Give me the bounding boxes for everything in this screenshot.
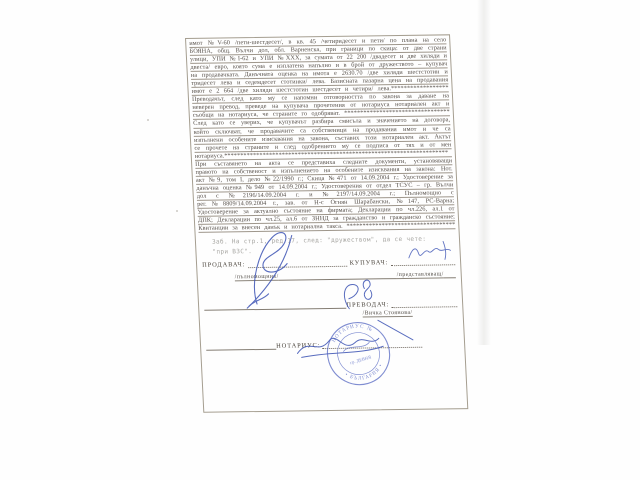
scan-speck [176, 210, 178, 212]
note-line: Заб. На стр.1, ред 17, след: "дружеством", да се чете: [211, 235, 427, 246]
document-line: След като се уверих, че купувачът разбира смисъла и значението на договора, [193, 116, 451, 128]
note-line: "при ВЗС". [212, 247, 253, 256]
document-line: БОЯНА, общ. Вълчи дол, обл. Варненска, при граници по скица: от две страни [189, 44, 447, 55]
document-line: тридесет лева и седемдесет стотинки/ лева. Базисната пазарна цена на продавания [191, 76, 449, 88]
document-line: рег.№8809/14.09.2004 г., зав. от Н-с Огнян Шарабански, №147, РС-Варна; [196, 197, 455, 208]
notary-signature-row [206, 339, 459, 351]
document-line: правото на собственост и изпълнението на особените изисквания на закона: Нот. [195, 165, 453, 176]
document-line: улици, УПИ №I-62 и УПИ №ХХХ, за сумата от 22 200 /двадесет и две хиляди и [189, 52, 448, 64]
notary-stamp [319, 315, 397, 392]
document-line: дол с №2196/14.09.2004 г. и №2197/14.09.2004 г.; Пълномощно с [196, 189, 454, 200]
document-line: При съставянето на акта се представиха следните документи, установяващи [194, 156, 453, 168]
signature-sublabel-row [203, 270, 456, 282]
document-line: двеста/ евро, която сума е изплатена напълно и в брой от дружеството – купувач [190, 60, 448, 72]
scan-speck [147, 119, 149, 121]
document-line: акт №9, том I, дело №22/1990 г.; Скица №471 от 14.09.2004 г.; Удостоверение за [195, 173, 454, 184]
rule-line [279, 271, 397, 281]
seller-buyer-signature-row [202, 257, 455, 269]
buyer-label: КУПУВАЧ: [349, 259, 389, 267]
seller-sublabel: /пълномощник/ [234, 273, 279, 281]
notary-label: НОТАРИУС: [275, 342, 321, 350]
document-text-frame [185, 34, 468, 412]
document-line: се прочете на страните и след одобрението му се подписа от тях и от мен [194, 140, 452, 152]
scan-artifact-strip [477, 0, 491, 345]
translator-signature-line [391, 299, 457, 308]
typewritten-correction-note [212, 234, 456, 256]
translator-label: ПРЕВОДАЧ: [346, 301, 390, 309]
document-line: неверен превод, преведе на купувача прочетения от нотариуса нотариален акт и [192, 100, 450, 112]
rule-line [444, 270, 456, 278]
stamp-bottom-text: • БЪЛГАРИЯ • [343, 362, 385, 382]
document-body [189, 36, 455, 233]
document-line: данъчна оценка №949 от 14.09.2004 г.; Удостоверения от отдел ТСУС – гр. Вълчи [196, 181, 454, 192]
document-line: съобщи на нотариуса, че страните го одобряват. ********************************* [192, 108, 450, 120]
translator-name: /Вичка Стоянова/ [362, 309, 413, 317]
document-line: Квитанции за внесен данък и нотариална такса. ********************************** [198, 221, 456, 232]
seller-signature-line [248, 259, 347, 268]
document-line: имот №V-60 /пети-шестдесет/, в кв. 45 /четиридесет и пети/ по плана на село [189, 36, 447, 47]
seller-label: ПРОДАВАЧ: [201, 261, 246, 269]
buyer-sublabel: /представляващ/ [396, 271, 444, 279]
document-line: на продавачката. Данъчната оценка на имота е 2630.70 /две хиляди шестстотин и [190, 68, 448, 80]
document-line: който сключват, че продавачите са собственици на продавания имот и че са [193, 124, 451, 136]
document-line: Преводачът, след като му се напомни отговорността по закона за даване на [191, 92, 450, 104]
buyer-signature-line [391, 257, 455, 266]
document-line: ДПК; Декларации по чл.25, ал.6 от ЗННД за гражданство и гражданско състояние; [197, 213, 456, 224]
svg-text:• БЪЛГАРИЯ • [343, 361, 388, 386]
notary-signature-line [322, 340, 422, 349]
document-line: имот е 2 664 /две хиляди шестстотин шестдесет и четири/ лева.****************** [191, 84, 449, 96]
rule-line [204, 301, 347, 311]
rule-line [206, 342, 276, 351]
stamp-top-text: НОТАРИУС № [330, 323, 374, 344]
document-line: Удостоверение за актуално състояние на фирмата; Декларации по чл.226, ал.1 от [197, 205, 455, 216]
translator-name-row [362, 309, 452, 317]
document-line: изпълнени особените изисквания на закона, съставих този нотариален акт. Актът [193, 132, 452, 144]
document-line: нотариуса.********************************************************************** [195, 149, 452, 161]
stamp-center-text: гр. ДЕВНЯ [349, 354, 372, 366]
